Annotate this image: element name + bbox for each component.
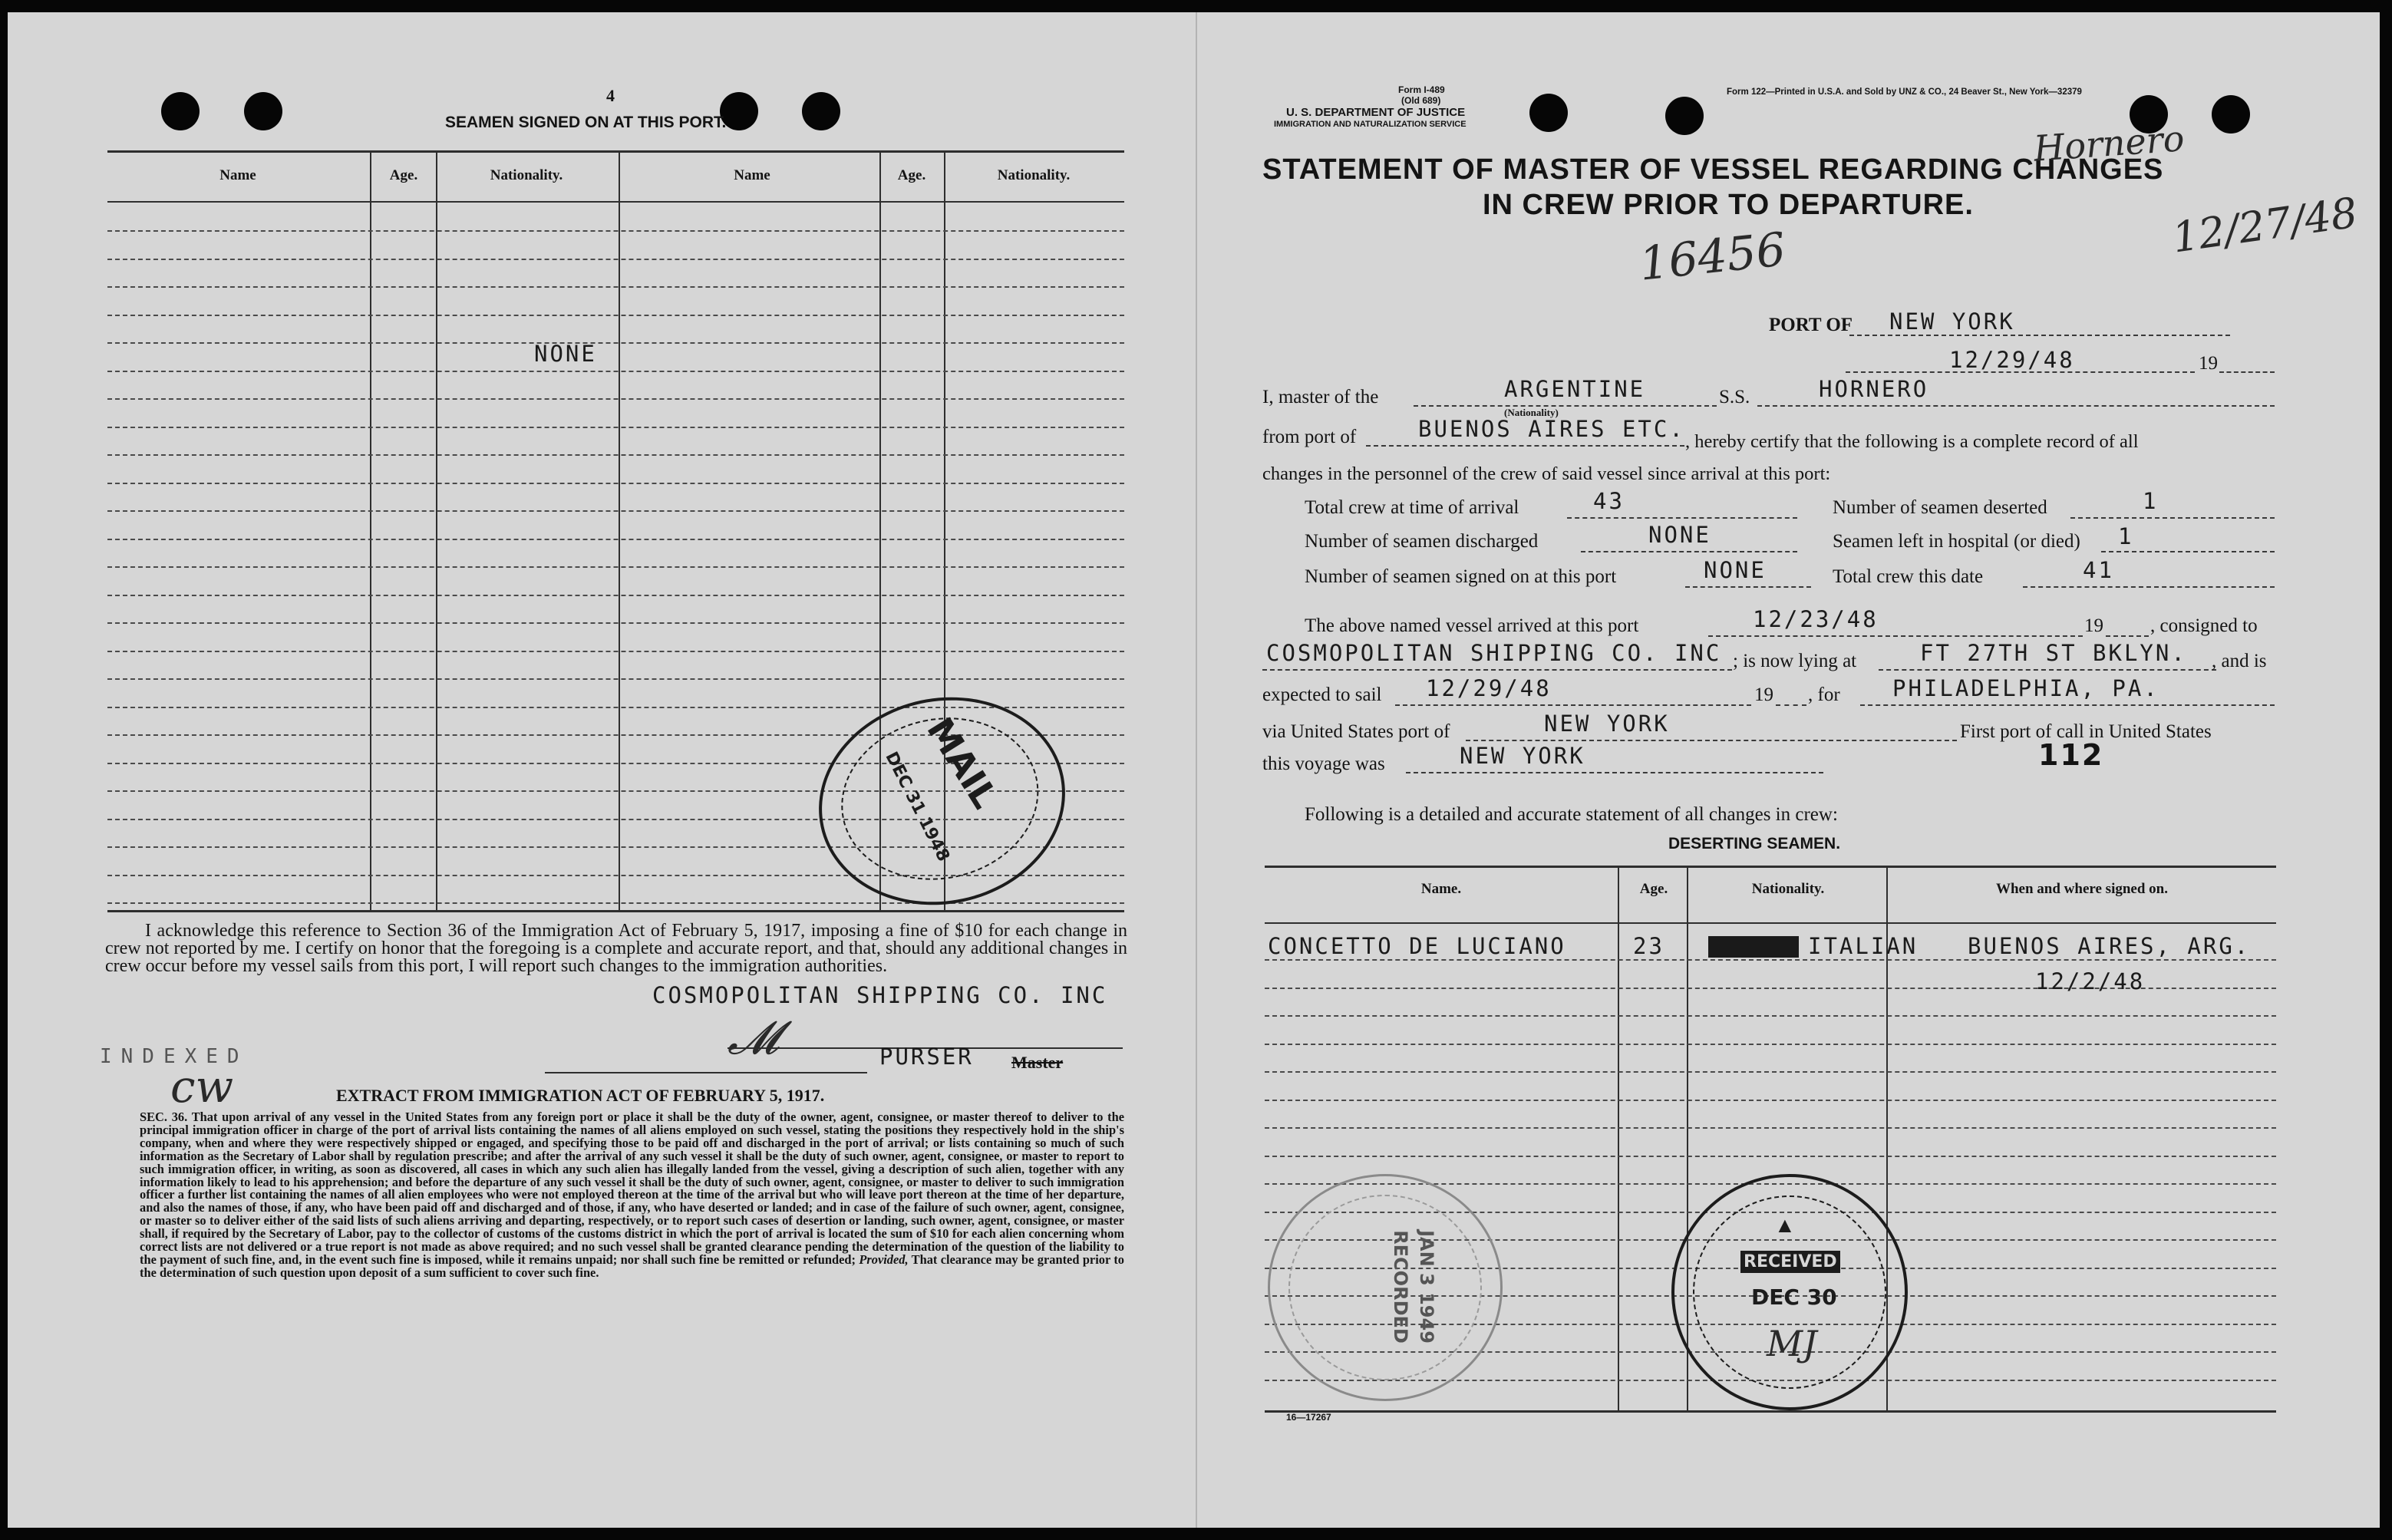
master-of-label: I, master of the [1262,387,1379,407]
table-row-line [107,398,1124,400]
col-header-nationality: Nationality. [997,167,1071,183]
table-row-line [107,566,1124,568]
table-row-line [107,622,1124,624]
from-port-label: from port of [1262,427,1357,447]
and-is-label: , and is [2212,651,2267,671]
year-suffix: 19 [2199,353,2218,374]
table-row-line [107,427,1124,428]
extract-end: That clearance may be granted prior to the determination of such question upon deposit of a sum sufficient to cover such fine. [140,1251,1124,1280]
discharged-value: NONE [1648,522,1711,548]
table-row-line [1265,1044,2276,1045]
mail-stamp-date: DEC 31 1948 [881,748,953,865]
arrived-year: 19 [2084,615,2103,636]
col-header-nationality: Nationality. [490,167,563,183]
deserted-label: Number of seamen deserted [1833,497,2047,518]
recorded-stamp [1268,1174,1503,1401]
col-header-nationality: Nationality. [1751,881,1825,897]
service: IMMIGRATION AND NATURALIZATION SERVICE [1274,120,1467,129]
signed-on-label: Number of seamen signed on at this port [1305,566,1617,587]
hospital-value: 1 [2118,523,2134,549]
received-stamp-initials: MJ [1767,1323,1817,1364]
deserter-nationality: ITALIAN [1808,933,1919,959]
table-row-line [107,902,1124,904]
indexed-stamp: INDEXED [100,1045,249,1068]
handwritten-number: 16456 [1636,223,1789,292]
none-entry: NONE [534,341,597,367]
total-crew-date-label: Total crew this date [1833,566,1984,587]
acknowledgement-text: I acknowledge this reference to Section 36 of the Immigration Act of February 5, 1917, imposing a fine of $10 for each change in crew not reported by me. I certify on honor that the foregoing is a complete and accurate report, and that, should any additional changes in crew occur before my vessel sails from this port, I will report such changes to the immigration authorities. [105,921,1127,976]
printer-note: Form 122—Printed in U.S.A. and Sold by UNZ & CO., 24 Beaver St., New York—32379 [1727,87,2082,97]
deserting-title: DESERTING SEAMEN. [1668,835,1841,852]
page-fold [1196,12,1197,1528]
form-title-line1: STATEMENT OF MASTER OF VESSEL REGARDING CHANGES [1262,153,2164,186]
table-row-line [1265,1071,2276,1073]
nationality-caption: (Nationality) [1504,407,1559,418]
total-crew-date-value: 41 [2083,557,2114,583]
for-label: , for [1808,684,1840,705]
redaction-bar [1708,936,1799,958]
voyage-value: NEW YORK [1460,743,1585,769]
code-value: 112 [2038,738,2104,772]
destination-value: PHILADELPHIA, PA. [1892,675,2159,701]
punch-hole [2212,95,2250,134]
table-row-line [107,510,1124,512]
form-old: (Old 689) [1401,95,1441,106]
document-sheet [8,12,2380,1528]
expected-year: 19 [1754,684,1773,705]
consigned-label: , consigned to [2150,615,2258,636]
extract-body [140,1111,1124,1280]
signed-on-value: NONE [1704,557,1767,583]
voyage-label: this voyage was [1262,754,1385,774]
department: U. S. DEPARTMENT OF JUSTICE [1286,106,1466,119]
col-header-when-where: When and where signed on. [1995,881,2168,897]
col-header-age: Age. [389,167,418,183]
handwritten-vessel: Hornero [2032,117,2186,170]
table-row-line [107,371,1124,372]
extract-title: EXTRACT FROM IMMIGRATION ACT OF FEBRUARY 5, 1917. [336,1086,825,1105]
expected-value: 12/29/48 [1426,675,1552,701]
punch-hole [802,92,840,130]
via-value: NEW YORK [1544,711,1670,737]
footer-code: 16—17267 [1286,1412,1331,1423]
expected-label: expected to sail [1262,684,1382,705]
table-row-line [1265,1015,2276,1017]
col-header-name: Name. [1420,881,1462,897]
discharged-label: Number of seamen discharged [1305,531,1539,552]
title-master-struck: Master [1011,1053,1064,1072]
table-row-line [107,230,1124,232]
deserter-signed-on: BUENOS AIRES, ARG. [1968,933,2251,959]
arrived-value: 12/23/48 [1753,606,1879,632]
col-header-name: Name [219,167,256,183]
recorded-stamp-word: RECORDED [1389,1230,1411,1344]
deserter-name: CONCETTO DE LUCIANO [1268,933,1566,959]
table-row-line [107,454,1124,456]
arrived-label: The above named vessel arrived at this port [1305,615,1639,636]
received-stamp-date: DEC 30 [1751,1284,1837,1310]
from-port-value: BUENOS AIRES ETC. [1418,416,1685,442]
punch-hole [1529,94,1568,132]
table-row-line [1265,959,2276,961]
lying-label: ; is now lying at [1733,651,1857,671]
via-label: via United States port of [1262,721,1450,742]
table-row-line [107,342,1124,344]
handwritten-signature: 𝓜 [727,1011,780,1065]
handwritten-date: 12/27/48 [2169,188,2361,262]
seamen-signed-on-title: SEAMEN SIGNED ON AT THIS PORT. [445,114,727,131]
date-value: 12/29/48 [1949,347,2075,373]
extract-lead: SEC. 36. [140,1110,188,1124]
table-row-line [107,286,1124,288]
total-crew-arrival-value: 43 [1593,488,1625,514]
deserter-signed-date: 12/2/48 [2035,968,2146,994]
hospital-label: Seamen left in hospital (or died) [1833,531,2080,552]
table-row-line [107,651,1124,652]
title-purser: PURSER [879,1044,974,1070]
table-row-line [107,259,1124,260]
extract-proviso: Provided, [859,1251,909,1267]
form-number: Form I-489 [1398,84,1445,95]
table-row-line [1265,1127,2276,1129]
form-title-line2: IN CREW PRIOR TO DEPARTURE. [1483,189,1974,221]
arrow-up-icon: ▲ [1774,1214,1796,1238]
col-header-name: Name [734,167,770,183]
first-port-label: First port of call in United States [1960,721,2212,742]
page-number: 4 [606,86,615,105]
col-header-age: Age. [897,167,926,183]
punch-hole [1665,97,1704,135]
recorded-stamp-date: JAN 3 1949 [1415,1230,1437,1344]
received-stamp-word: RECEIVED [1740,1251,1840,1273]
mail-stamp-word: MAIL [919,710,1006,816]
received-stamp [1671,1174,1908,1410]
table-row-line [1265,1156,2276,1157]
col-header-age: Age. [1639,881,1668,897]
company-signature: COSMOPOLITAN SHIPPING CO. INC [652,982,1108,1008]
table-row-line [107,315,1124,316]
vessel-value: HORNERO [1819,376,1929,402]
certify-text: , hereby certify that the following is a complete record of all [1685,431,2139,452]
port-label: PORT OF [1769,315,1853,335]
changes-text: changes in the personnel of the crew of said vessel since arrival at this port: [1262,463,1831,484]
table-row-line [107,483,1124,484]
extract-text: That upon arrival of any vessel in the United States from any foreign port or place it shall be the duty of the owner, agent, consignee, or master thereof to deliver to the principal immigration officer in charge of the port of arrival lists containing the names of all aliens employed on such vessel, stating the positions they respectively hold in the ship's company, when and where they were respectively shipped or engaged, and specifying those to be paid off and discharged in the port of arrival; or lists containing so much of such information as the Secretary of Labor shall by regulation prescribe; and after the arrival of any such vessel it shall be the duty of such owner, agent, consignee, or master to report to such immigration officer, in writing, as soon as discovered, all cases in which any such alien has illegally landed from the vessel, giving a description of such alien, together with any information likely to lead to his apprehension; and before the departure of any such vessel it shall be the duty of such owner, agent, consignee, or master to deliver to such immigration officer a further list containing the names of all alien employees who were not employed thereon at the time of the arrival but who will leave port thereon at the time of her departure, and also the names of those, if any, who have been paid off and discharged and of those, if any, who have deserted or landed; and in case of the failure of such owner, agent, consignee, or master so to deliver either of the said lists of such aliens arriving and departing, respectively, or to report such cases of desertion or landing, such owner, agent, consignee, or master shall, if required by the Secretary of Labor, pay to the collector of customs of the customs district in which the port of arrival is located the sum of $10 for each alien concerning whom correct lists are not delivered or a true report is not made as above required; and no such vessel shall be granted clearance pending the determination of the question of the liability to the payment of such fine, and, in the event such fine is imposed, while it remains unpaid; nor shall such fine be remitted or refunded; [140,1110,1124,1267]
table-row-line [107,595,1124,596]
following-text: Following is a detailed and accurate statement of all changes in crew: [1305,804,1838,825]
deserted-value: 1 [2143,488,2159,514]
ss-label: S.S. [1719,387,1750,407]
table-row-line [107,539,1124,540]
punch-hole [161,92,200,130]
total-crew-arrival-label: Total crew at time of arrival [1305,497,1519,518]
punch-hole [244,92,282,130]
table-row-line [1265,1100,2276,1101]
lying-value: FT 27TH ST BKLYN. [1920,640,2187,666]
deserter-age: 23 [1633,933,1665,959]
indexed-initials: cw [170,1060,234,1113]
consignee-value: COSMOPOLITAN SHIPPING CO. INC [1266,640,1722,666]
port-value: NEW YORK [1889,308,2015,335]
nationality-value: ARGENTINE [1504,376,1646,402]
table-row-line [107,678,1124,680]
